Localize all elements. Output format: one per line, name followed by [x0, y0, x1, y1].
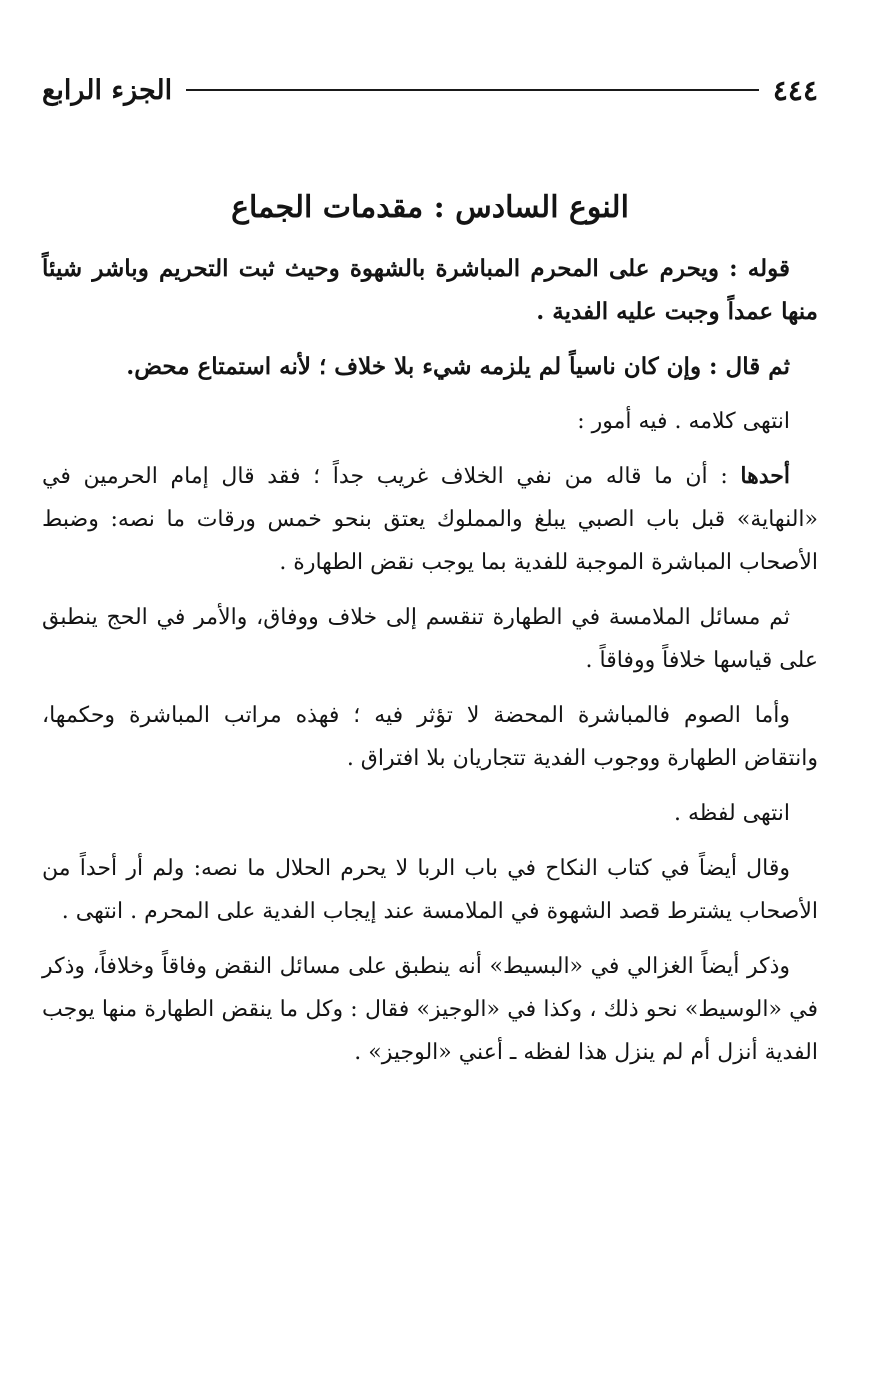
- body-paragraph-1: انتهى كلامه . فيه أمور :: [577, 409, 790, 434]
- section-title: النوع السادس : مقدمات الجماع: [231, 190, 629, 225]
- quote-paragraph-1: قوله : ويحرم على المحرم المباشرة بالشهوة وحيث ثبت التحريم وباشر شيئاً منها عمداً وجبت عليه الفدية .: [42, 255, 818, 325]
- page-header: [42, 60, 818, 120]
- book-page: [42, 60, 818, 1360]
- header-rule: [186, 89, 759, 91]
- body-paragraph-5: انتهى لفظه .: [673, 801, 790, 826]
- quote-paragraph-2: ثم قال : وإن كان ناسياً لم يلزمه شيء بلا خلاف ؛ لأنه استمتاع محض.: [126, 353, 790, 380]
- body-paragraph-7: وذكر أيضاً الغزالي في «البسيط» أنه ينطبق على مسائل النقض وفاقاً وخلافاً، وذكر في «الوسيط» نحو ذلك ، وكذا في «الوجيز» فقال : وكل ما ينقض الطهارة منها يوجب الفدية أنزل أم لم ينزل هذا لفظه ـ أعني «الوجيز» .: [42, 954, 818, 1065]
- body-paragraph-4: وأما الصوم فالمباشرة المحضة لا تؤثر فيه ؛ فهذه مراتب المباشرة وحكمها، وانتقاض الطهارة ووجوب الفدية تتجاريان بلا افتراق .: [42, 703, 818, 771]
- paragraph-lead-word: أحدها: [740, 463, 790, 489]
- body-paragraph-2: [42, 455, 818, 584]
- body-paragraph-6: وقال أيضاً في كتاب النكاح في باب الربا لا يحرم الحلال ما نصه: ولم أر أحداً من الأصحاب يشترط قصد الشهوة في الملامسة عند إيجاب الفدية على المحرم . انتهى .: [42, 856, 818, 924]
- body-paragraph-3: ثم مسائل الملامسة في الطهارة تنقسم إلى خلاف ووفاق، والأمر في الحج ينطبق على قياسها خلافاً ووفاقاً .: [42, 605, 818, 673]
- running-title: الجزء الرابع: [42, 74, 173, 106]
- paragraph-text: : أن ما قاله من نفي الخلاف غريب جداً ؛ فقد قال إمام الحرمين في «النهاية» قبل باب الصبي يبلغ والمملوك يعتق بنحو خمس ورقات ما نصه: وضبط الأصحاب المباشرة الموجبة للفدية بما يوجب نقض الطهارة .: [42, 464, 818, 575]
- page-number: ٤٤٤: [772, 73, 818, 107]
